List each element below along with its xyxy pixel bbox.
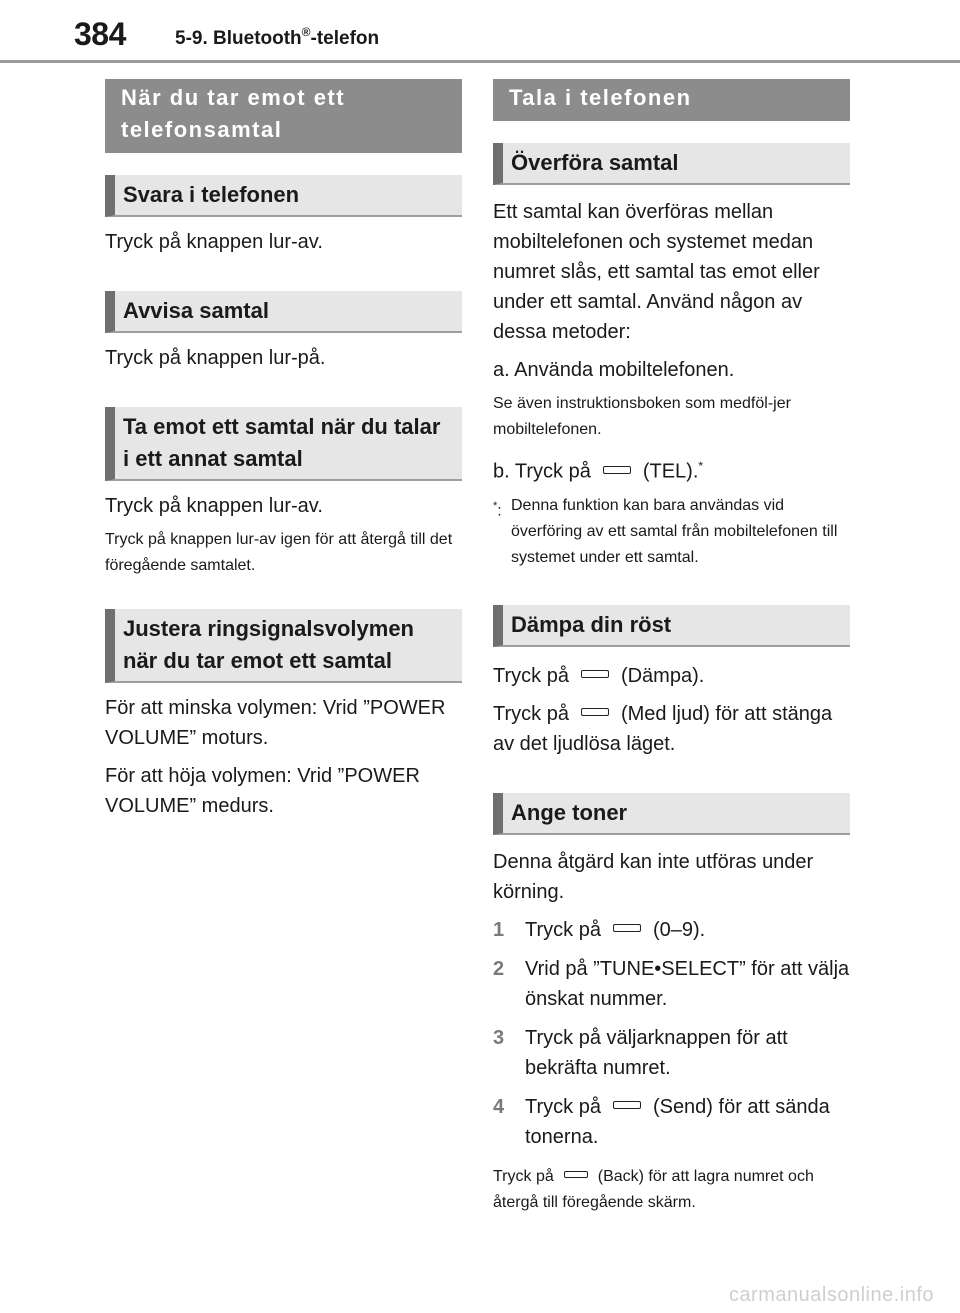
volume-increase-text: För att höja volymen: Vrid ”POWER VOLUME” medurs.: [105, 765, 420, 817]
reject-text: Tryck på knappen lur-på.: [105, 347, 326, 369]
tone-step-3: 3 Tryck på väljarknappen för att bekräfta numret.: [493, 1026, 788, 1079]
answer-text: Tryck på knappen lur-av.: [105, 231, 323, 253]
chapter-title: 5-9. Bluetooth®-telefon: [175, 25, 380, 49]
tel-button-icon: [603, 466, 631, 474]
left-column: [105, 79, 462, 821]
section-heading-receive: När du tar emot ett telefonsamtal: [105, 79, 462, 153]
call-waiting-note: Tryck på knappen lur-av igen för att återgå till det föregående samtalet.: [105, 531, 453, 574]
section-heading-talk: Tala i telefonen: [493, 79, 850, 121]
volume-decrease-text: För att minska volymen: Vrid ”POWER VOLUME” moturs.: [105, 697, 446, 749]
transfer-item-b: b. Tryck på (TEL).*: [493, 459, 704, 483]
subheading-answer: Svara i telefonen: [105, 175, 462, 217]
mute-button-icon: [581, 670, 609, 678]
unmute-button-icon: [581, 708, 609, 716]
transfer-item-a: a. Använda mobiltelefonen.: [493, 359, 735, 381]
tones-back-note: Tryck på (Back) för att lagra numret och återgå till föregående skärm.: [493, 1167, 814, 1211]
tone-step-2: 2 Vrid på ”TUNE•SELECT” för att välja önskat nummer.: [493, 957, 850, 1010]
mute-line-1: Tryck på (Dämpa).: [493, 664, 705, 687]
transfer-footnote: *: Denna funktion kan bara användas vid överföring av ett samtal från mobiltelefonen till systemet under ett samtal.: [493, 496, 838, 566]
subheading-mute: Dämpa din röst: [493, 605, 850, 647]
page-header: [0, 0, 960, 64]
transfer-item-a-note: Se även instruktionsboken som medföl-jer mobiltelefonen.: [493, 395, 791, 438]
subheading-tones: Ange toner: [493, 793, 850, 835]
call-waiting-text: Tryck på knappen lur-av.: [105, 495, 323, 517]
header-rule: [0, 60, 960, 63]
right-column: [493, 79, 850, 1216]
back-button-icon: [564, 1171, 588, 1178]
tones-intro: Denna åtgärd kan inte utföras under körning.: [493, 850, 814, 903]
transfer-text: Ett samtal kan överföras mellan mobiltelefonen och systemet medan numret slås, ett samtal tas emot eller under ett samtal. Använd någon av dessa metoder:: [493, 201, 820, 343]
subheading-call-waiting: Ta emot ett samtal när du talar i ett annat samtal: [105, 407, 462, 481]
page-number: 384: [74, 16, 126, 52]
subheading-transfer: Överföra samtal: [493, 143, 850, 185]
mute-line-2: Tryck på (Med ljud) för att stänga av det ljudlösa läget.: [493, 702, 833, 755]
tone-step-1: 1 Tryck på (0–9).: [493, 918, 706, 941]
subheading-reject: Avvisa samtal: [105, 291, 462, 333]
tone-step-4: 4 Tryck på (Send) för att sända tonerna.: [493, 1095, 830, 1148]
digit-button-icon: [613, 924, 641, 932]
watermark: carmanualsonline.info: [728, 1284, 934, 1306]
send-button-icon: [613, 1101, 641, 1109]
subheading-ring-volume: Justera ringsignalsvolymen när du tar emot ett samtal: [105, 609, 462, 683]
